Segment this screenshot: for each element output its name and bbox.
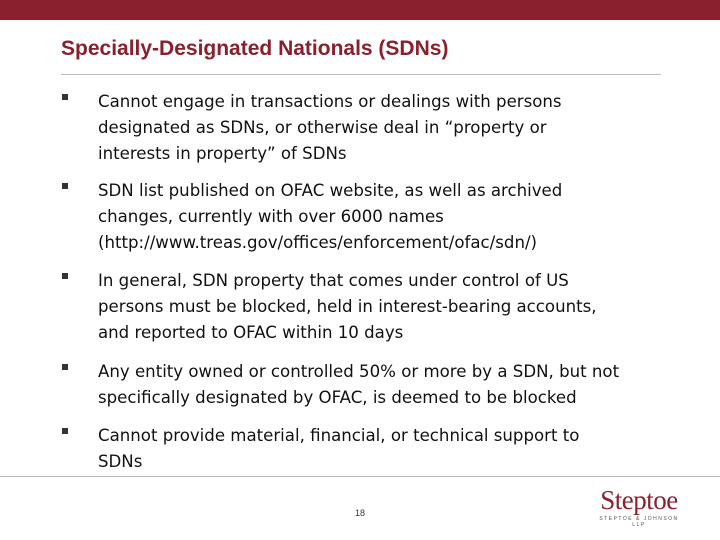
- bullet-marker-icon: [62, 428, 68, 434]
- logo-subtitle: STEPTOE & JOHNSON LLP: [599, 516, 679, 528]
- bullet-marker-icon: [62, 183, 68, 189]
- page-number: 18: [354, 508, 365, 518]
- steptoe-logo: [596, 485, 682, 528]
- bullet-marker-icon: [62, 273, 68, 279]
- bullet-text: [98, 359, 662, 411]
- logo-name: Steptoe: [600, 485, 678, 515]
- bullet-text: [98, 268, 662, 346]
- bullet-marker-icon: [62, 94, 68, 100]
- slide-title: Specially-Designated Nationals (SDNs): [61, 37, 449, 60]
- bullet-line: SDNs: [98, 452, 143, 471]
- bullet-line: (http://www.treas.gov/offices/enforcement/ofac/sdn/): [98, 233, 538, 252]
- bullet-line: Cannot engage in transactions or dealings with persons: [98, 92, 562, 111]
- bullet-line: interests in property” of SDNs: [98, 144, 347, 163]
- bullet-text: [98, 423, 662, 475]
- bullet-text: [98, 89, 662, 167]
- bullet-line: designated as SDNs, or otherwise deal in “property or: [98, 118, 547, 137]
- bullet-line: changes, currently with over 6000 names: [98, 207, 444, 226]
- bullet-text: [98, 178, 662, 256]
- bullet-line: In general, SDN property that comes under control of US: [98, 271, 569, 290]
- footer-divider: [0, 476, 720, 477]
- bullet-line: SDN list published on OFAC website, as well as archived: [98, 181, 563, 200]
- bullet-line: persons must be blocked, held in interest-bearing accounts,: [98, 297, 597, 316]
- bullet-line: Any entity owned or controlled 50% or more by a SDN, but not: [98, 362, 620, 381]
- bullet-line: Cannot provide material, financial, or technical support to: [98, 426, 580, 445]
- bullet-marker-icon: [62, 364, 68, 370]
- bullet-line: specifically designated by OFAC, is deemed to be blocked: [98, 388, 577, 407]
- bullet-line: and reported to OFAC within 10 days: [98, 323, 404, 342]
